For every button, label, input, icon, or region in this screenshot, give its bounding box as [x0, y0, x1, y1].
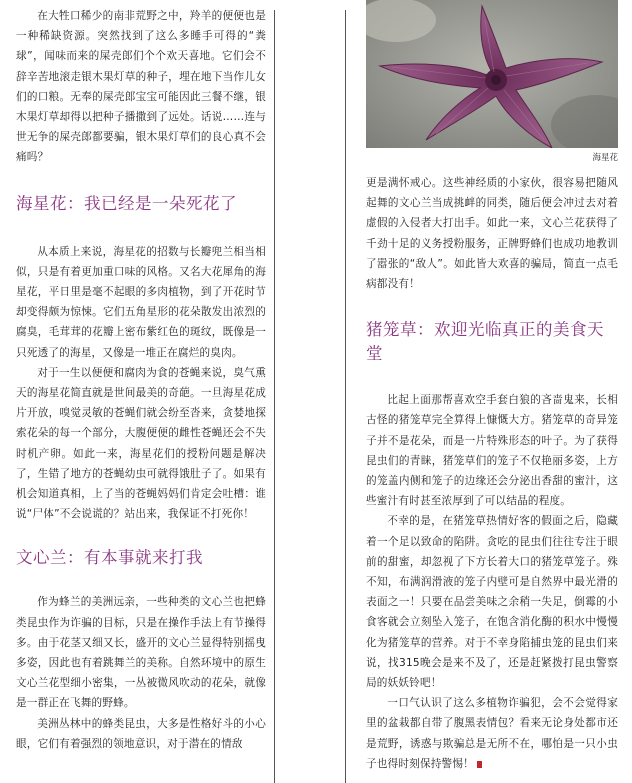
paragraph-haixing-2: 对于一生以便便和腐肉为食的苍蝇来说，臭气熏天的海星花简直就是世间最美的奇葩。一旦海星花成片开放，嗅觉灵敏的苍蝇们就会纷至沓来，贪婪地探索花朵的每一个部分，大腹便便的雌性苍蝇还会不失时机产卵。如此一来，海星花们的授粉问题是解决了，生错了地方的苍蝇幼虫可就得饿肚子了。如果有机会知道真相，上了当的苍蝇妈妈们肯定会吐槽：谁说“尸体”不会说谎的？站出来，我保证不打死你！ — [16, 366, 266, 521]
heading-haixing: 海星花：我已经是一朵死花了 — [16, 193, 237, 213]
starfish-flower-image — [366, 0, 618, 148]
paragraph-wenxin-2: 美洲丛林中的蜂类昆虫，大多是性格好斗的小心眼，它们有着强烈的领地意识，对于潜在的情敌 — [16, 717, 266, 750]
left-column-rule — [274, 10, 275, 783]
right-column-rule — [345, 10, 346, 783]
left-column — [16, 0, 266, 754]
paragraph-zhulong-3-text: 一口气认识了这么多植物诈骗犯，会不会觉得家里的盆栽都自带了腹黑表情包？看来无论身处都市还是荒野，诱惑与欺骗总是无所不在，哪怕是一只小虫子也得时刻保持警惕！ — [366, 697, 618, 770]
end-mark-icon — [477, 761, 482, 768]
heading-zhulong: 猪笼草：欢迎光临真正的美食天堂 — [366, 320, 604, 364]
paragraph-zhulong-2: 不幸的是，在猪笼草热情好客的假面之后，隐藏着一个足以致命的陷阱。贪吃的昆虫们往往专注于眼前的甜蜜，却忽视了下方长着大口的猪笼草笼子。殊不知，布满润滑液的笼子内壁可是自然界中最光滑的表面之一！只要在品尝美味之余稍一失足，倒霉的小食客就会立刻坠入笼子，在饱含消化酶的积水中慢慢化为猪笼草的营养。对于不幸身陷捕虫笼的昆虫们来说，找315晚会是来不及了，还是赶紧拨打昆虫警察局的妖妖铃吧！ — [366, 515, 618, 690]
paragraph-haixing-1: 从本质上来说，海星花的招数与长瓣兜兰相当相似，只是有着更加重口味的风格。又名大花犀角的海星花，平日里是毫不起眼的多肉植物，到了开花时节却变得颇为惊悚。它们五角星形的花朵散发出浓烈的腐臭，毛茸茸的花瓣上密布紫红色的斑纹，既像是一只死透了的海星，又像是一堆正在腐烂的臭肉。 — [16, 245, 266, 359]
starfish-flower-photo — [366, 0, 618, 148]
photo-caption: 海星花 — [592, 153, 618, 163]
right-column — [366, 0, 618, 774]
paragraph-zhulong-1: 比起上面那帮喜欢空手套白狼的吝啬鬼来，长相古怪的猪笼草完全算得上慷慨大方。猪笼草的奇异笼子并不是花朵，而是一片特殊形态的叶子。为了获得昆虫们的青睐，猪笼草们的笼子不仅艳丽多姿，上方的笼盖内侧和笼子的边缘还会分泌出香甜的蜜汁，这些蜜汁有时甚至浓厚到了可以结晶的程度。 — [366, 394, 618, 508]
paragraph-continued: 更是满怀戒心。这些神经质的小家伙，很容易把随风起舞的文心兰当成挑衅的同类，随后便会冲过去对着虚假的入侵者大打出手。如此一来，文心兰花获得了千劲十足的义务授粉服务，正牌野蜂们也成功地教训了嚣张的“敌人”。如此皆大欢喜的骗局，简直一点毛病都没有！ — [366, 177, 618, 291]
paragraph-wenxin-1: 作为蜂兰的美洲远亲，一些种类的文心兰也把蜂类昆虫作为诈骗的目标，只是在操作手法上有节操得多。由于花茎又细又长，盛开的文心兰显得特别摇曳多姿，因此也有着跳舞兰的美称。自然环境中的原生文心兰花型细小密集，一丛被微风吹动的花朵，就像是一群正在飞舞的野蜂。 — [16, 596, 266, 710]
paragraph-zhulong-3 — [366, 693, 618, 774]
heading-wenxin: 文心兰：有本事就来打我 — [16, 548, 203, 568]
paragraph-intro: 在大牲口稀少的南非荒野之中，羚羊的便便也是一种稀缺资源。突然找到了这么多睡手可得的“粪球”，闻味而来的屎壳郎们个个欢天喜地。它们会不辞辛苦地滚走银木果灯草的种子，埋在地下当作儿女们的口粮。无奉的屎壳郎宝宝可能因此三餐不继，银木果灯草却得以把种子播撒到了远处。话说……连与世无争的屎壳郎都要骗，银木果灯草们的良心真不会痛吗？ — [16, 10, 266, 164]
